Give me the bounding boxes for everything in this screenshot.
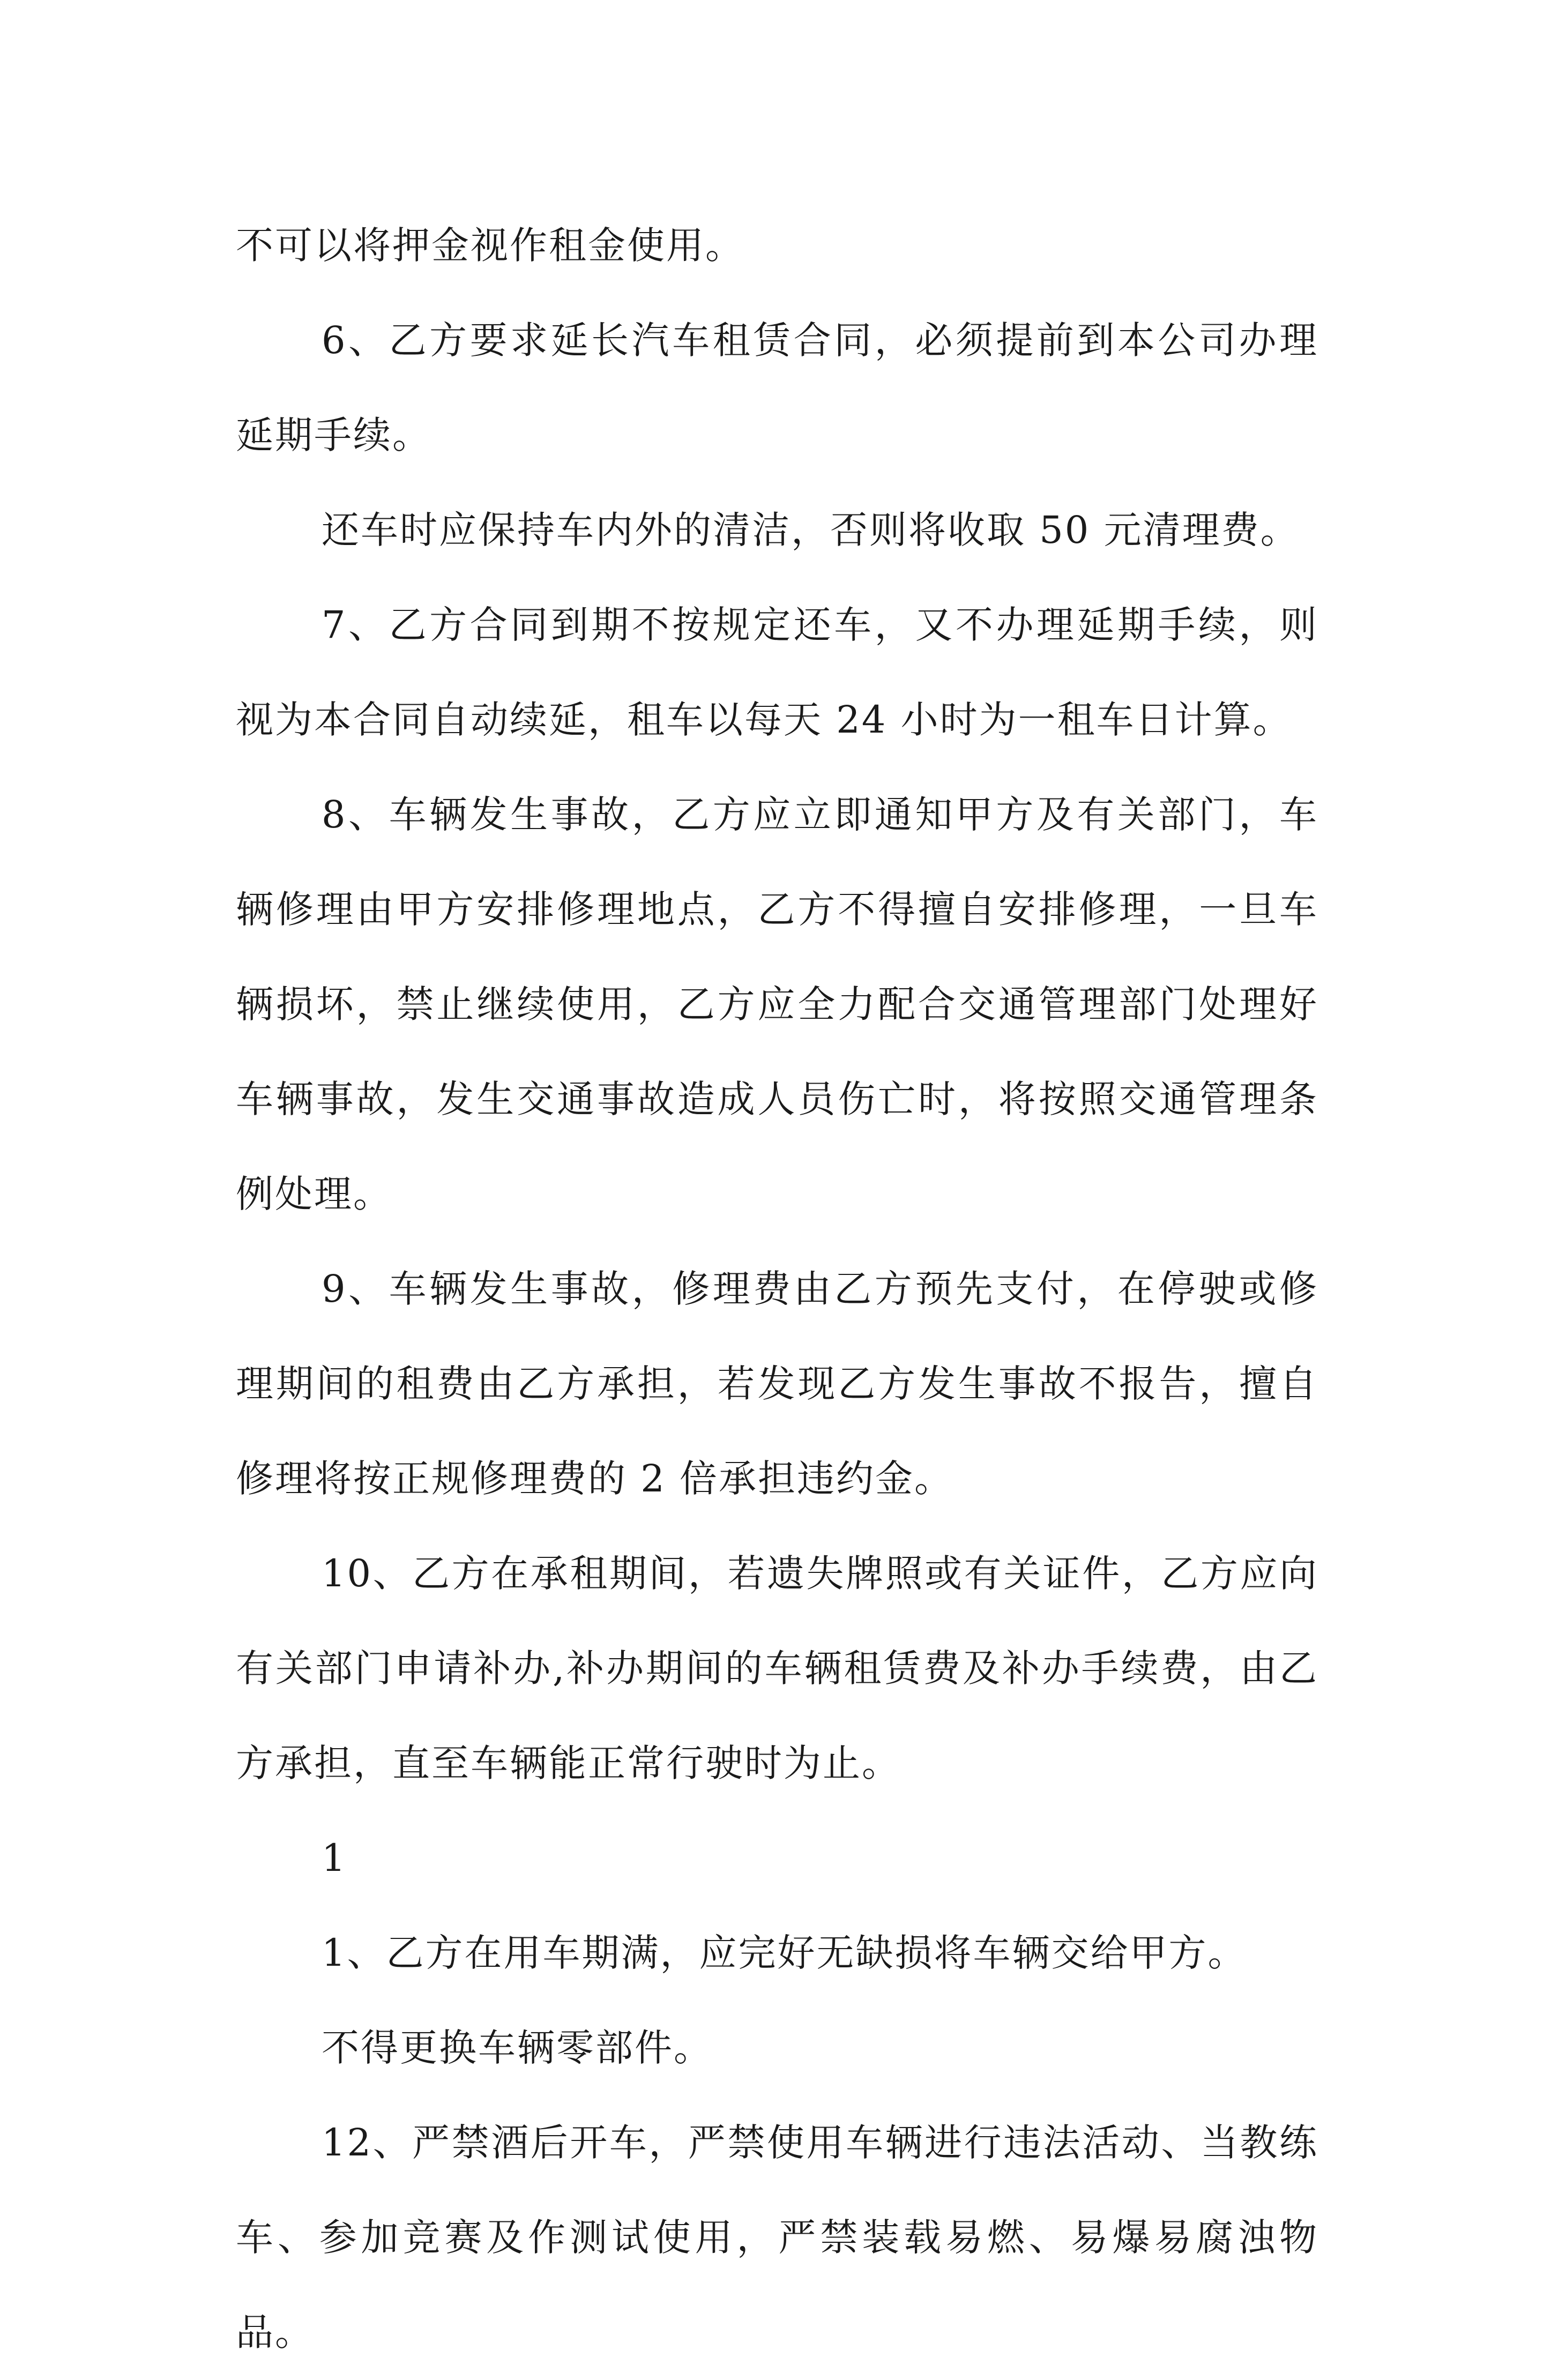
paragraph-clause-9: 9、车辆发生事故，修理费由乙方预先支付，在停驶或修理期间的租费由乙方承担，若发现乙方发生事故不报告，擅自修理将按正规修理费的 2 倍承担违约金。 bbox=[236, 1267, 1318, 1501]
paragraph-clause-1: 1、乙方在用车期满，应完好无缺损将车辆交给甲方。 bbox=[322, 1931, 1247, 1975]
paragraph-clause-6: 6、乙方要求延长汽车租赁合同，必须提前到本公司办理延期手续。 bbox=[236, 318, 1318, 457]
paragraph-clause-8: 8、车辆发生事故，乙方应立即通知甲方及有关部门，车辆修理由甲方安排修理地点，乙方不得擅自安排修理，一旦车辆损坏，禁止继续使用，乙方应全力配合交通管理部门处理好车辆事故，发生交通事故造成人员伤亡时，将按照交通管理条例处理。 bbox=[236, 793, 1318, 1216]
paragraph-clause-10: 10、乙方在承租期间，若遗失牌照或有关证件，乙方应向有关部门申请补办,补办期间的车辆租赁费及补办手续费，由乙方承担，直至车辆能正常行驶时为止。 bbox=[236, 1551, 1318, 1785]
paragraph-clause-7: 7、乙方合同到期不按规定还车，又不办理延期手续，则视为本合同自动续延，租车以每天 24 小时为一租车日计算。 bbox=[236, 603, 1318, 742]
paragraph-deposit-note: 不可以将押金视作租金使用。 bbox=[236, 223, 744, 267]
paragraph-parts-note: 不得更换车辆零部件。 bbox=[322, 2026, 713, 2070]
paragraph-number-fragment: 1 bbox=[322, 1836, 347, 1880]
document-body bbox=[236, 198, 1318, 2380]
paragraph-clause-12: 12、严禁酒后开车，严禁使用车辆进行违法活动、当教练车、参加竞赛及作测试使用，严禁装载易燃、易爆易腐浊物品。 bbox=[236, 2121, 1318, 2354]
paragraph-cleaning-fee: 还车时应保持车内外的清洁，否则将收取 50 元清理费。 bbox=[322, 508, 1300, 552]
